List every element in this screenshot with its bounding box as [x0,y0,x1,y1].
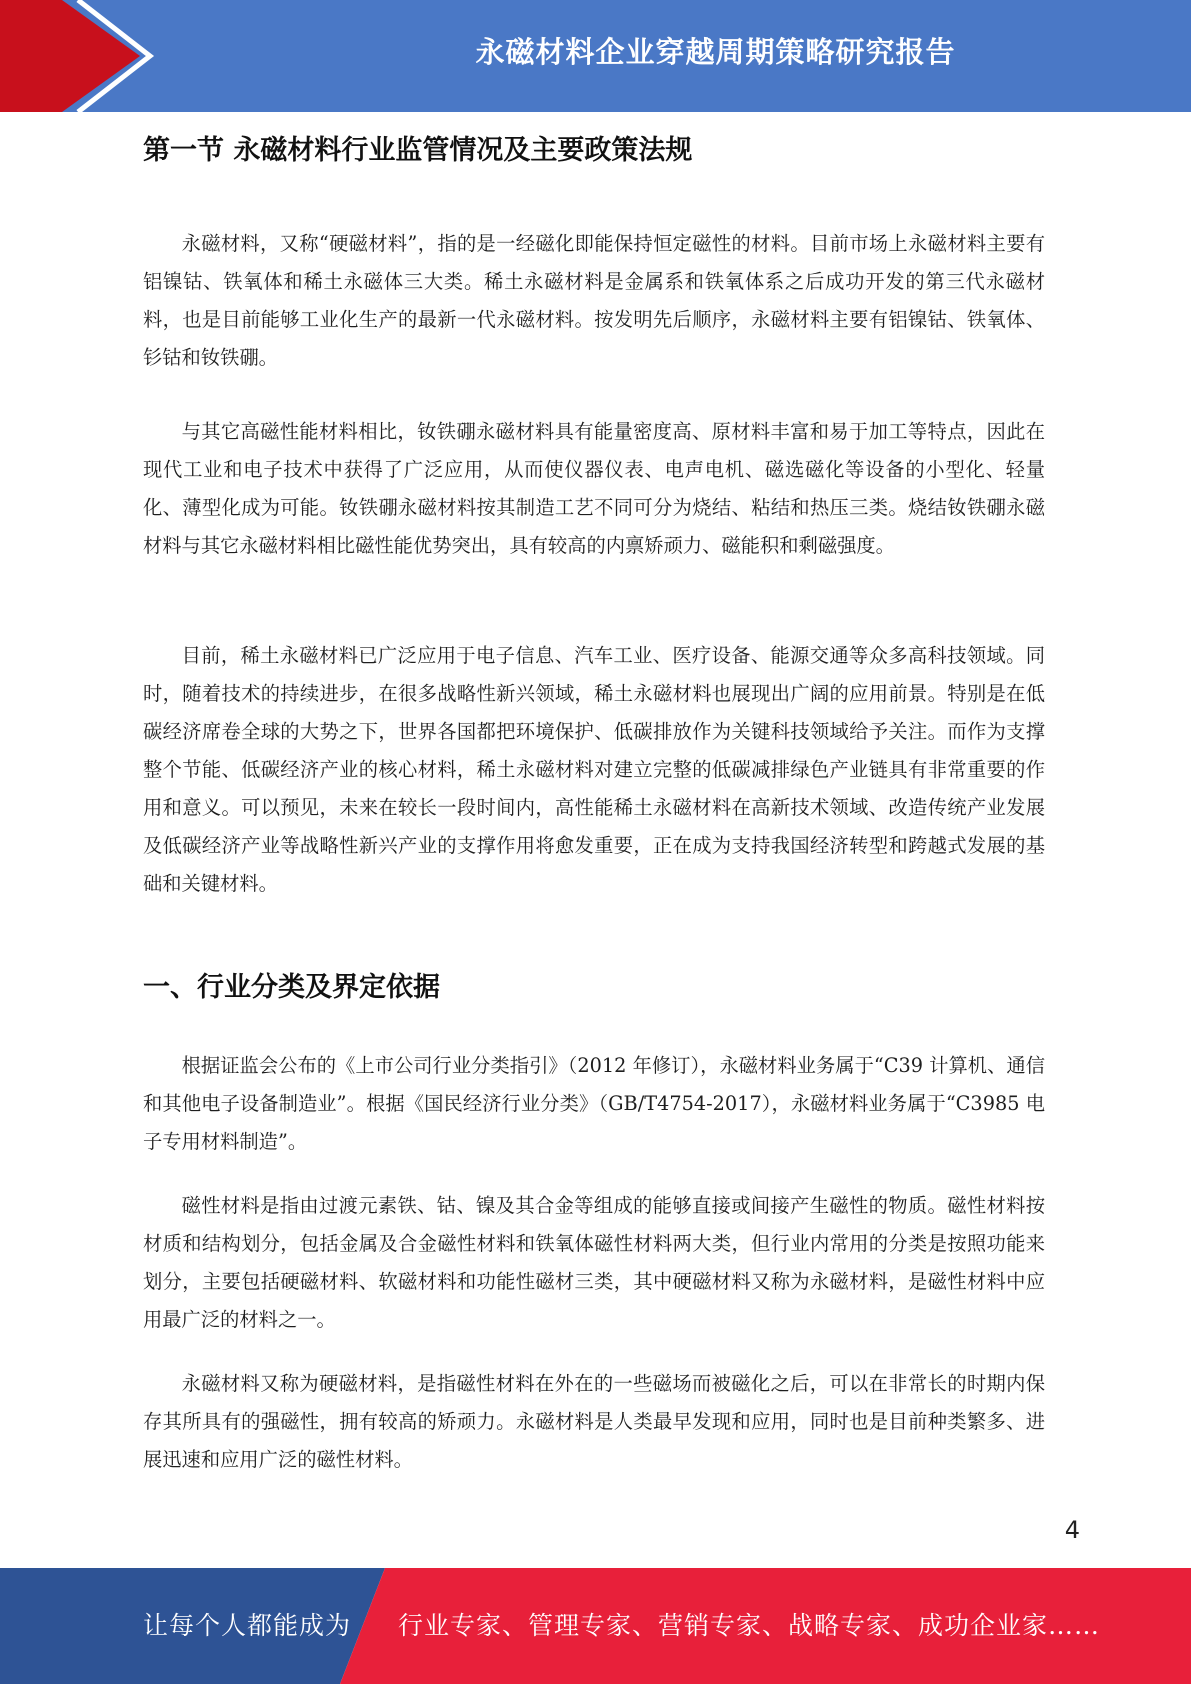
footer-banner [0,1568,1191,1684]
paragraph-intro-3: 目前，稀土永磁材料已广泛应用于电子信息、汽车工业、医疗设备、能源交通等众多高科技领域。同时，随着技术的持续进步，在很多战略性新兴领域，稀土永磁材料也展现出广阔的应用前景。特别是在低碳经济席卷全球的大势之下，世界各国都把环境保护、低碳排放作为关键科技领域给予关注。而作为支撑整个节能、低碳经济产业的核心材料，稀土永磁材料对建立完整的低碳减排绿色产业链具有非常重要的作用和意义。可以预见，未来在较长一段时间内，高性能稀土永磁材料在高新技术领域、改造传统产业发展及低碳经济产业等战略性新兴产业的支撑作用将愈发重要，正在成为支持我国经济转型和跨越式发展的基础和关键材料。 [143,644,1045,895]
footer-slogan-right: 行业专家、管理专家、营销专家、战略专家、成功企业家…… [398,1611,1101,1640]
report-title: 永磁材料企业穿越周期策略研究报告 [475,34,956,69]
paragraph-classification-1: 根据证监会公布的《上市公司行业分类指引》（2012 年修订），永磁材料业务属于“C39 计算机、通信和其他电子设备制造业”。根据《国民经济行业分类》（GB/T4754-2017），永磁材料业务属于“C3985 电子专用材料制造”。 [143,1054,1046,1153]
paragraph-classification-3: 永磁材料又称为硬磁材料，是指磁性材料在外在的一些磁场而被磁化之后，可以在非常长的时期内保存其所具有的强磁性，拥有较高的矫顽力。永磁材料是人类最早发现和应用，同时也是目前种类繁多、进展迅速和应用广泛的磁性材料。 [143,1372,1045,1471]
paragraph-classification-2: 磁性材料是指由过渡元素铁、钴、镍及其合金等组成的能够直接或间接产生磁性的物质。磁性材料按材质和结构划分，包括金属及合金磁性材料和铁氧体磁性材料两大类，但行业内常用的分类是按照功能来划分，主要包括硬磁材料、软磁材料和功能性磁材三类，其中硬磁材料又称为永磁材料，是磁性材料中应用最广泛的材料之一。 [143,1194,1045,1331]
paragraph-intro-1: 永磁材料，又称“硬磁材料”，指的是一经磁化即能保持恒定磁性的材料。目前市场上永磁材料主要有铝镍钴、铁氧体和稀土永磁体三大类。稀土永磁材料是金属系和铁氧体系之后成功开发的第三代永磁材料，也是目前能够工业化生产的最新一代永磁材料。按发明先后顺序，永磁材料主要有铝镍钴、铁氧体、钐钴和钕铁硼。 [143,232,1045,369]
page-number: 4 [1064,1516,1080,1544]
header-banner [0,0,1191,112]
subheading-classification: 一、行业分类及界定依据 [143,972,440,1003]
footer-slogan-left: 让每个人都能成为 [143,1611,352,1640]
section-heading: 第一节 永磁材料行业监管情况及主要政策法规 [143,135,693,166]
paragraph-intro-2: 与其它高磁性能材料相比，钕铁硼永磁材料具有能量密度高、原材料丰富和易于加工等特点，因此在现代工业和电子技术中获得了广泛应用，从而使仪器仪表、电声电机、磁选磁化等设备的小型化、轻量化、薄型化成为可能。钕铁硼永磁材料按其制造工艺不同可分为烧结、粘结和热压三类。烧结钕铁硼永磁材料与其它永磁材料相比磁性能优势突出，具有较高的内禀矫顽力、磁能积和剩磁强度。 [143,420,1045,557]
